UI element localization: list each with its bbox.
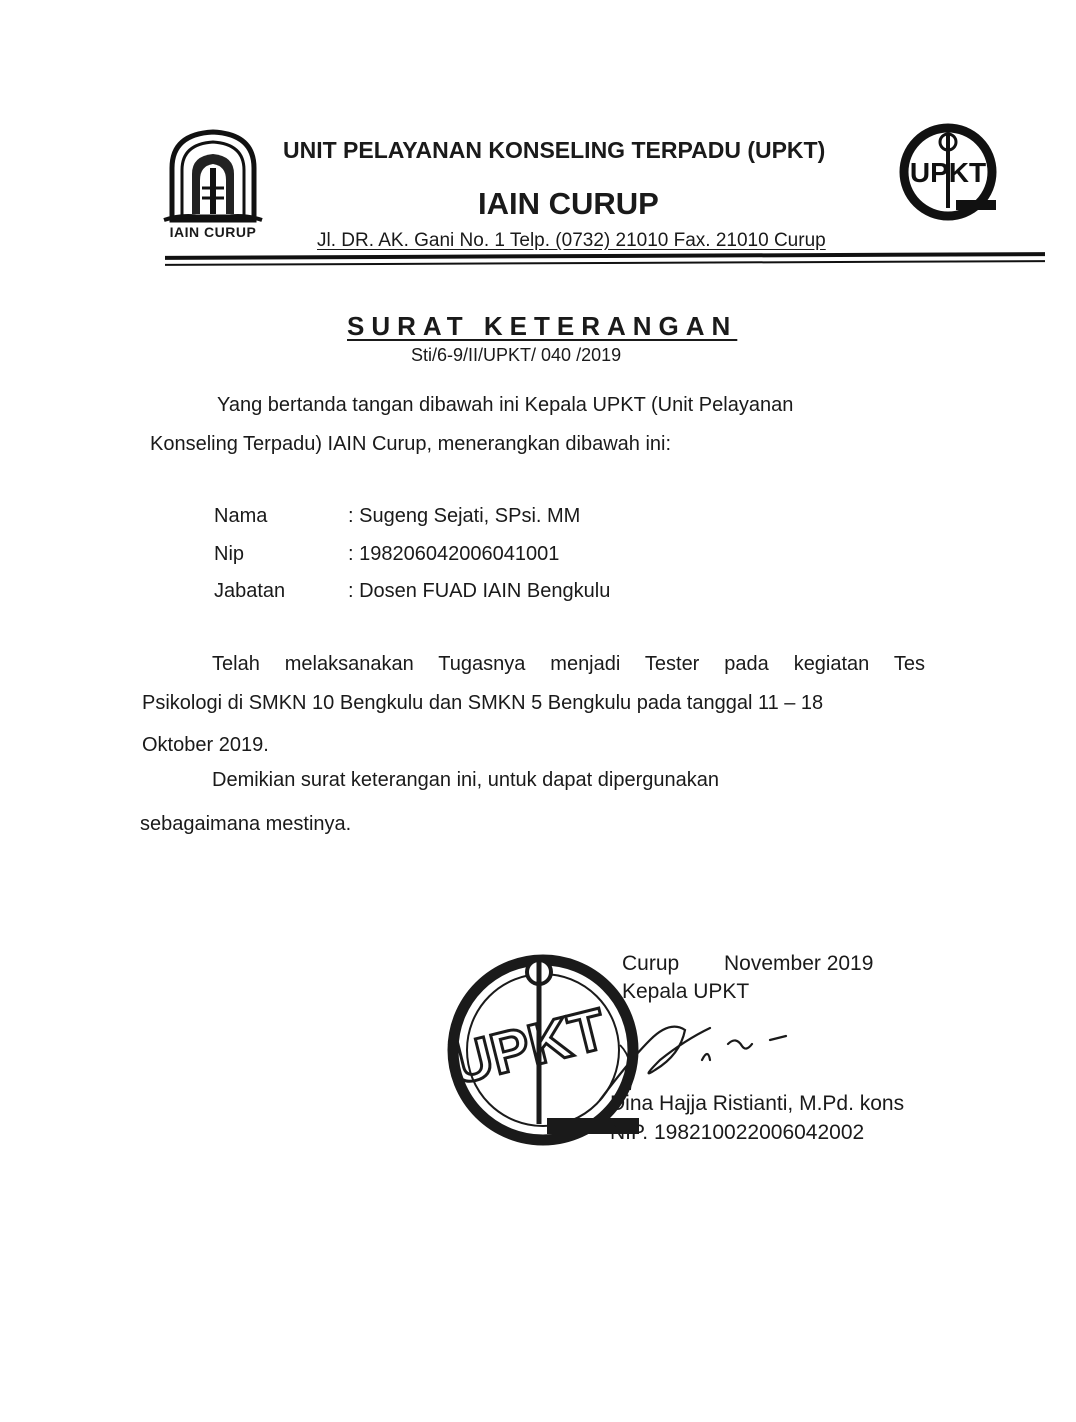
closing-line-1: Demikian surat keterangan ini, untuk dapat dipergunakan [212,769,719,791]
logo-left-label: IAIN CURUP [169,224,257,240]
organization-name: UNIT PELAYANAN KONSELING TERPADU (UPKT) [283,137,826,163]
header-rule-thin [165,260,1045,266]
intro-line-2: Konseling Terpadu) IAIN Curup, menerangkan dibawah ini: [150,433,672,455]
signature-position: Kepala UPKT [622,980,750,1003]
letter-title: SURAT KETERANGAN [347,311,738,341]
upkt-logo [898,122,1000,222]
body-line-3: Oktober 2019. [142,734,269,756]
intro-line-1: Yang bertanda tangan dibawah ini Kepala UPKT (Unit Pelayanan [217,394,794,416]
signature-date: November 2019 [724,952,874,975]
field-value-nama: : Sugeng Sejati, SPsi. MM [348,505,581,527]
mosque-gate-icon [158,128,268,224]
signatory-name: Dina Hajja Ristianti, M.Pd. kons [610,1092,905,1115]
institution-name: IAIN CURUP [478,186,659,221]
body-line-1: Telah melaksanakan Tugasnya menjadi Tester pada kegiatan Tes [212,653,925,675]
field-label-nip: Nip [214,543,245,565]
closing-line-2: sebagaimana mestinya. [140,813,352,835]
field-label-nama: Nama [214,505,268,527]
field-label-jabatan: Jabatan [214,580,286,602]
letter-number: Sti/6-9/II/UPKT/ 040 /2019 [411,345,622,365]
upkt-logo-text: UPKT [909,157,987,188]
iain-curup-logo [158,128,268,246]
field-value-jabatan: : Dosen FUAD IAIN Bengkulu [348,580,611,602]
upkt-emblem-icon [898,122,1000,222]
stamp-label: UPKT [443,996,613,1098]
header-rule-thick [165,252,1045,260]
signature-place: Curup [622,952,680,975]
field-value-nip: : 198206042006041001 [348,543,560,565]
signatory-nip: NIP. 198210022006042002 [610,1121,865,1144]
institution-address: Jl. DR. AK. Gani No. 1 Telp. (0732) 21010 Fax. 21010 Curup [317,230,826,251]
body-line-2: Psikologi di SMKN 10 Bengkulu dan SMKN 5 Bengkulu pada tanggal 11 – 18 [142,692,824,714]
